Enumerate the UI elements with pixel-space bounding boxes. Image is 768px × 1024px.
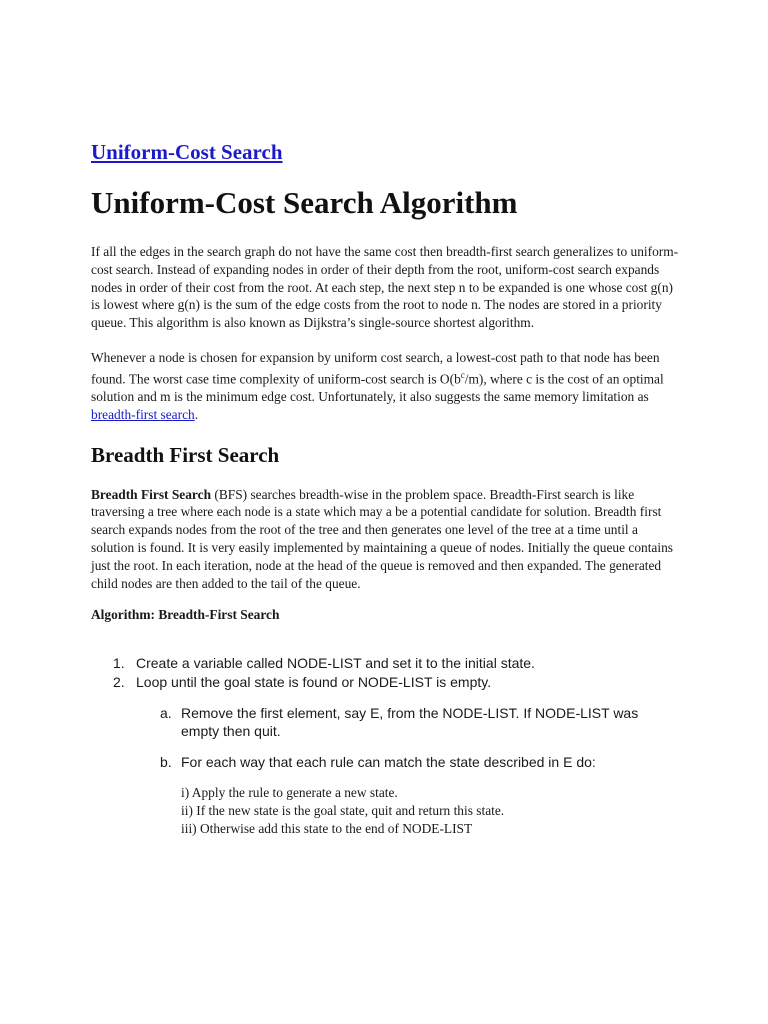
bfs-text: (BFS) searches breadth-wise in the problem space. Breadth-First search is like traversing a tree where each node is a state which may a be a potential candidate for solution. Breadth first search expands nodes from the root of the tree and then generates one level of the tree at a time until a solution is found. It is very easily implemented by maintaining a queue of nodes. Initially the queue contains just the root. In each iteration, node at the head of the queue is removed and then expanded. The generated child nodes are then added to the tail of the queue.: [91, 486, 673, 591]
bfs-heading: Breadth First Search: [91, 442, 280, 467]
complexity-text-before: Whenever a node is chosen for expansion by uniform cost search, a lowest-cost path to that node has been found. The worst case time complexity of uniform-cost search is O(b: [91, 349, 660, 387]
uniform-cost-search-link[interactable]: Uniform-Cost Search: [91, 140, 283, 164]
step-number: 2.: [113, 674, 125, 691]
algorithm-substeps: [91, 704, 681, 771]
rule-action-item: i) Apply the rule to generate a new state.: [181, 785, 398, 801]
step-item: [91, 654, 681, 672]
substep-text: For each way that each rule can match the state described in E do:: [181, 754, 596, 771]
rule-action-item: iii) Otherwise add this state to the end of NODE-LIST: [181, 821, 473, 837]
substep-item: [91, 704, 671, 740]
substep-letter: b.: [160, 754, 172, 771]
complexity-exponent: c: [460, 369, 465, 380]
document-page: [91, 138, 681, 838]
step-number: 1.: [113, 655, 125, 672]
algorithm-steps: [91, 654, 681, 691]
step-text: Create a variable called NODE-LIST and set it to the initial state.: [136, 655, 535, 672]
rule-actions: [181, 784, 681, 838]
intro-paragraph: If all the edges in the search graph do not have the same cost then breadth-first search generalizes to uniform-cost search. Instead of expanding nodes in order of their depth from the root, uniform-cost search expands nodes in order of their cost from the root. At each step, the next step n to be expanded is one whose cost g(n) is lowest where g(n) is the sum of the edge costs from the root to node n. The nodes are stored in a priority queue. This algorithm is also known as Dijkstra’s single-source shortest algorithm.: [91, 244, 679, 331]
breadth-first-search-link[interactable]: breadth-first search: [91, 406, 195, 422]
page-title: Uniform-Cost Search Algorithm: [91, 185, 518, 220]
step-text: Loop until the goal state is found or NODE-LIST is empty.: [136, 674, 492, 691]
rule-action-item: ii) If the new state is the goal state, quit and return this state.: [181, 803, 505, 819]
complexity-paragraph: [91, 349, 681, 424]
step-item: [91, 673, 681, 691]
algorithm-title: Algorithm: Breadth-First Search: [91, 607, 280, 623]
substep-text: Remove the first element, say E, from the NODE-LIST. If NODE-LIST was empty then quit.: [181, 705, 639, 740]
bfs-bold-term: Breadth First Search: [91, 486, 212, 502]
substep-item: [91, 753, 671, 771]
complexity-text-mid: /m), where c is the cost of an optimal solution and m is the minimum edge cost. Unfortunately, it also suggests the same memory limitation as: [91, 371, 664, 405]
complexity-text-after: .: [194, 406, 199, 422]
substep-letter: a.: [160, 705, 172, 722]
bfs-paragraph: [91, 486, 681, 593]
